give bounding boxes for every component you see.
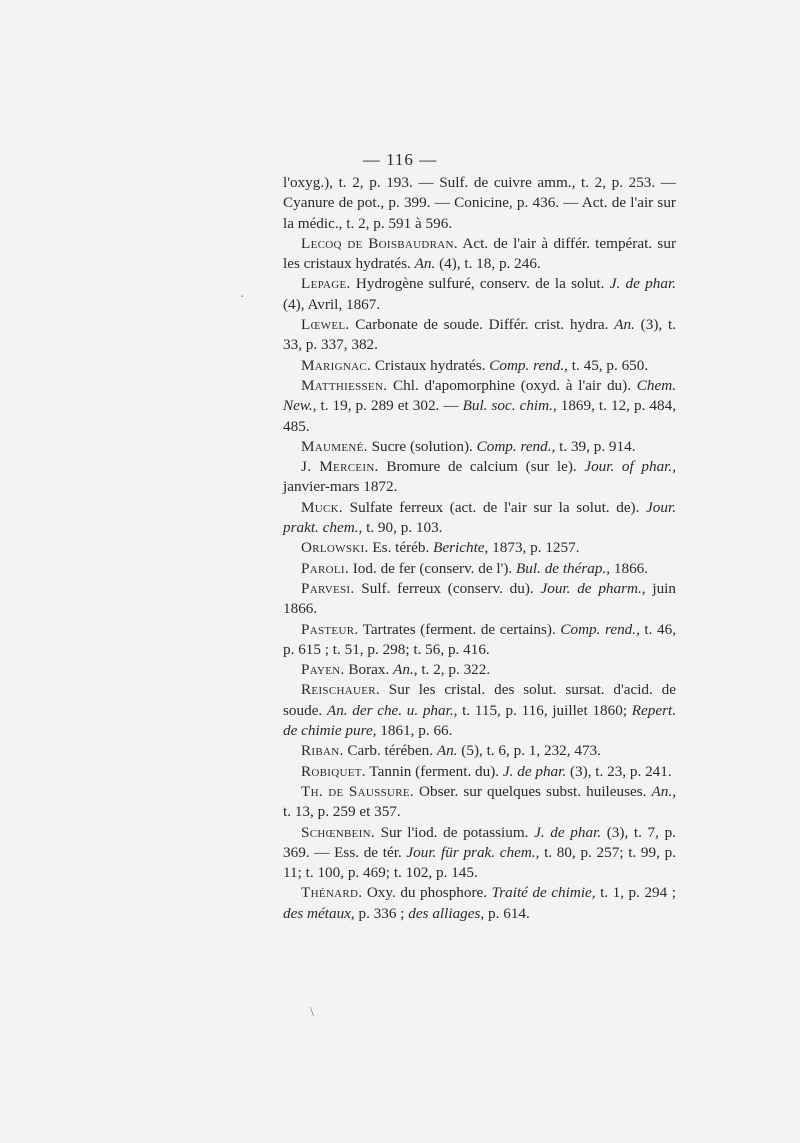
entry-citation: An., bbox=[393, 661, 418, 679]
bibliography-entry bbox=[283, 315, 676, 356]
entry-text: (3), t. 23, p. 241. bbox=[566, 762, 672, 780]
entry-text: (3), t. 33, p. 337, 382. bbox=[283, 316, 676, 354]
bibliography-entries bbox=[283, 173, 676, 924]
stray-mark: · bbox=[240, 290, 245, 305]
entry-author: Orlowski. bbox=[301, 539, 369, 557]
entry-text: 1866. bbox=[610, 559, 649, 577]
entry-citation: Repert. de chimie pure, bbox=[283, 701, 677, 740]
entry-text: (5), t. 6, p. 1, 232, 473. bbox=[457, 742, 601, 760]
bibliography-entry bbox=[283, 782, 676, 823]
entry-author: Maumené. bbox=[301, 437, 368, 455]
entry-citation: Comp. rend., bbox=[476, 437, 556, 455]
bibliography-entry bbox=[283, 437, 676, 457]
entry-text: (4), t. 18, p. 246. bbox=[435, 255, 541, 273]
entry-text: l'oxyg.), t. 2, p. 193. — Sulf. de cuivre amm., t. 2, p. 253. — Cyanure de pot., p. 399. — Conicine, p. 436. — Act. de l'air sur la médic., t. 2, p. 591 à 596. bbox=[283, 174, 676, 232]
entry-text: Sulf. ferreux (conserv. du). bbox=[354, 579, 541, 597]
entry-author: Lœwel. bbox=[301, 316, 350, 334]
bibliography-entry bbox=[283, 660, 676, 680]
entry-text: juin 1866. bbox=[283, 579, 676, 618]
entry-author: Payen. bbox=[301, 661, 345, 679]
bibliography-entry bbox=[283, 457, 676, 498]
entry-author: Marignac. bbox=[301, 356, 372, 374]
bibliography-entry bbox=[283, 356, 676, 376]
entry-citation: Berichte, bbox=[433, 539, 489, 557]
entry-text: Sur les cristal. des solut. sursat. d'acid. de soude. bbox=[283, 681, 676, 719]
entry-citation: des alliages, bbox=[408, 904, 485, 922]
entry-text: t. 19, p. 289 et 302. — bbox=[316, 397, 463, 415]
entry-text: t. 1, p. 294 ; bbox=[595, 884, 676, 902]
entry-text: 1873, p. 1257. bbox=[488, 539, 580, 557]
entry-citation: Jour. de pharm., bbox=[540, 579, 646, 597]
entry-text: p. 614. bbox=[484, 904, 530, 922]
entry-citation: J. de phar. bbox=[609, 275, 676, 293]
bibliography-entry bbox=[283, 741, 676, 761]
entry-text: (3), t. 7, p. 369. — Ess. de tér. bbox=[283, 823, 676, 861]
entry-text: (4), Avril, 1867. bbox=[283, 295, 381, 313]
entry-text: t. 2, p. 322. bbox=[417, 661, 491, 679]
entry-text: Oxy. du phosphore. bbox=[362, 884, 492, 902]
entry-citation: Traité de chimie, bbox=[491, 884, 596, 902]
entry-citation: des métaux, bbox=[283, 904, 355, 922]
entry-text: Obser. sur quelques subst. huileuses. bbox=[413, 782, 652, 800]
entry-text: t. 80, p. 257; t. 99, p. 11; t. 100, p. 469; t. 102, p. 145. bbox=[283, 843, 676, 882]
bibliography-entry bbox=[283, 559, 676, 579]
entry-author: Matthiessen. bbox=[301, 376, 388, 394]
entry-citation: An., bbox=[651, 782, 676, 800]
entry-text: p. 336 ; bbox=[354, 904, 409, 922]
bibliography-entry bbox=[283, 579, 676, 620]
entry-text: Tannin (ferment. du). bbox=[365, 762, 503, 780]
bibliography-entry bbox=[283, 173, 676, 234]
entry-text: 1869, t. 12, p. 484, 485. bbox=[283, 397, 676, 435]
entry-author: Parvesi. bbox=[301, 579, 355, 597]
entry-text: t. 115, p. 116, juillet 1860; bbox=[457, 701, 632, 719]
entry-citation: An. bbox=[436, 742, 458, 760]
entry-citation: J. de phar. bbox=[502, 762, 567, 780]
entry-author: Riban. bbox=[301, 742, 344, 760]
entry-citation: An. der che. u. phar., bbox=[326, 701, 458, 719]
entry-text: Sulfate ferreux (act. de l'air sur la solut. de). bbox=[343, 498, 647, 516]
bibliography-entry bbox=[283, 762, 676, 782]
bibliography-entry bbox=[283, 274, 676, 315]
bibliography-entry bbox=[283, 883, 676, 924]
entry-citation: Chem. New., bbox=[283, 376, 676, 415]
entry-text: Bromure de calcium (sur le). bbox=[378, 458, 585, 476]
bibliography-entry bbox=[283, 620, 676, 661]
entry-citation: Jour. prakt. chem., bbox=[283, 498, 676, 537]
entry-text: Carbonate de soude. Différ. crist. hydra. bbox=[349, 316, 615, 334]
entry-author: Reischauer. bbox=[301, 681, 380, 699]
entry-text: t. 39, p. 914. bbox=[555, 437, 636, 455]
entry-text: Hydrogène sulfuré, conserv. de la solut. bbox=[350, 275, 610, 293]
bibliography-entry bbox=[283, 376, 676, 437]
entry-author: Thénard. bbox=[301, 884, 363, 902]
entry-author: Lecoq de Boisbaudran. bbox=[301, 234, 458, 252]
entry-citation: Jour. of phar., bbox=[584, 458, 676, 476]
entry-author: J. Mercein. bbox=[301, 458, 379, 476]
stray-mark: \ bbox=[310, 1005, 314, 1020]
entry-text: Carb. térében. bbox=[343, 742, 437, 760]
entry-citation: Bul. soc. chim., bbox=[462, 397, 557, 415]
entry-citation: An. bbox=[614, 316, 635, 334]
entry-author: Pasteur. bbox=[301, 620, 359, 638]
bibliography-entry bbox=[283, 234, 676, 275]
entry-author: Muck. bbox=[301, 498, 344, 516]
entry-author: Robiquet. bbox=[301, 762, 366, 780]
entry-text: janvier-mars 1872. bbox=[283, 478, 398, 496]
entry-text: Act. de l'air à différ. températ. sur les cristaux hydratés. bbox=[283, 234, 676, 273]
bibliography-entry bbox=[283, 538, 676, 558]
entry-text: Cristaux hydratés. bbox=[371, 356, 490, 374]
entry-text: t. 13, p. 259 et 357. bbox=[283, 803, 401, 821]
entry-citation: Comp. rend., bbox=[560, 620, 640, 638]
entry-text: t. 90, p. 103. bbox=[362, 519, 443, 537]
entry-citation: Bul. de thérap., bbox=[516, 559, 611, 577]
entry-author: Th. de Saussure. bbox=[301, 782, 414, 800]
entry-text: t. 45, p. 650. bbox=[567, 356, 649, 374]
entry-author: Lepage. bbox=[301, 275, 351, 293]
entry-text: Iod. de fer (conserv. de l'). bbox=[348, 559, 517, 577]
entry-text: t. 46, p. 615 ; t. 51, p. 298; t. 56, p. 416. bbox=[283, 620, 676, 658]
entry-author: Paroli. bbox=[301, 559, 349, 577]
page-number: — 116 — bbox=[362, 150, 438, 169]
entry-citation: An. bbox=[414, 255, 436, 273]
entry-author: Schœnbein. bbox=[301, 823, 375, 841]
entry-text: Sur l'iod. de potassium. bbox=[374, 823, 535, 841]
entry-text: Borax. bbox=[344, 661, 394, 679]
entry-text: 1861, p. 66. bbox=[376, 722, 453, 740]
bibliography-entry bbox=[283, 823, 676, 884]
entry-text: Tartrates (ferment. de certains). bbox=[358, 620, 561, 638]
entry-text: Es. téréb. bbox=[368, 539, 434, 557]
entry-citation: J. de phar. bbox=[534, 823, 602, 841]
entry-citation: Jour. für prak. chem., bbox=[406, 843, 540, 861]
bibliography-entry bbox=[283, 680, 676, 741]
entry-citation: Comp. rend., bbox=[489, 356, 568, 374]
entry-text: Sucre (solution). bbox=[367, 437, 477, 455]
entry-text: Chl. d'apomorphine (oxyd. à l'air du). bbox=[387, 376, 637, 394]
bibliography-entry bbox=[283, 498, 676, 539]
